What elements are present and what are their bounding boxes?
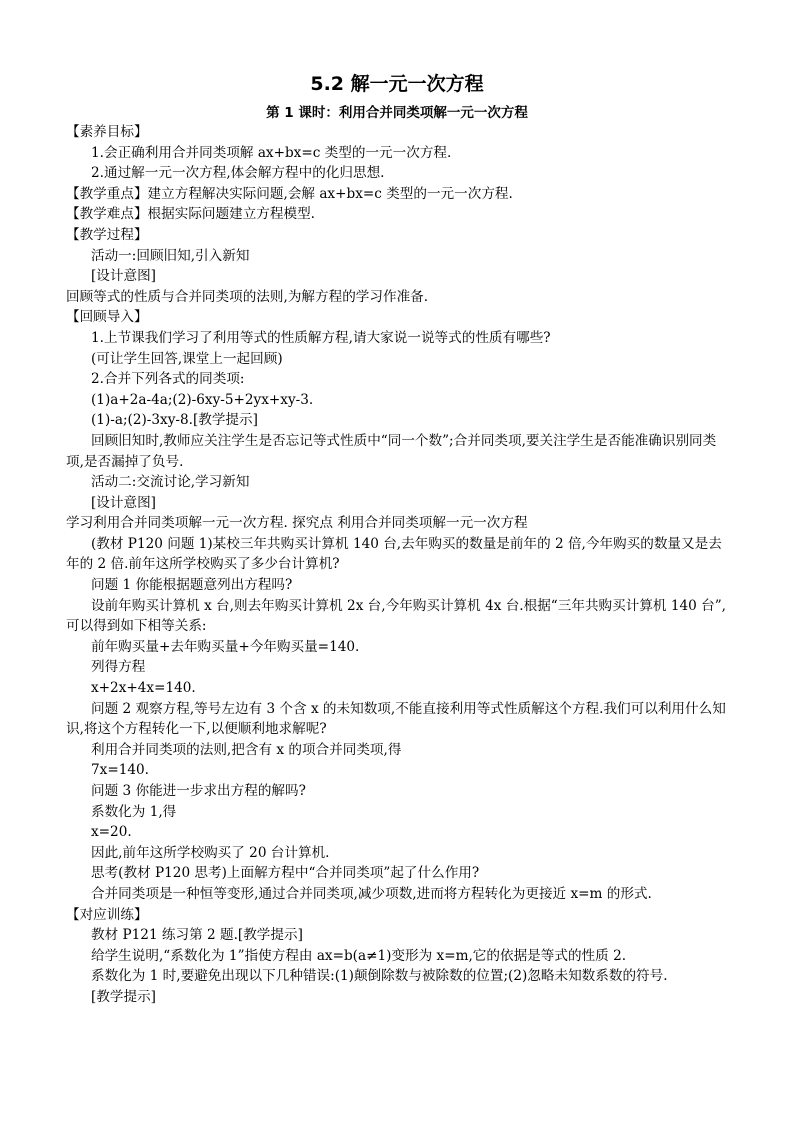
paragraph: [设计意图] [91, 268, 156, 285]
paragraph: 前年购买量+去年购买量+今年购买量=140. [91, 638, 360, 655]
paragraph: 思考(教材 P120 思考)上面解方程中“合并同类项”起了什么作用? [91, 865, 480, 882]
paragraph: 给学生说明,“系数化为 1”指使方程由 ax=b(a≠1)变形为 x=m,它的依据是等式的性质 2. [91, 947, 627, 964]
paragraph: 教材 P121 练习第 2 题.[教学提示] [91, 927, 303, 944]
paragraph: (可让学生回答,课堂上一起回顾) [91, 350, 283, 367]
paragraph: 问题 3 你能进一步求出方程的解吗? [91, 783, 306, 799]
paragraph: 1.上节课我们学习了利用等式的性质解方程,请大家说一说等式的性质有哪些? [91, 329, 551, 346]
equation: x=20. [91, 824, 132, 841]
paragraph: [设计意图] [91, 494, 156, 511]
section-heading-difficulties: 【教学难点】根据实际问题建立方程模型. [66, 206, 316, 223]
paragraph: 活动二:交流讨论,学习新知 [91, 474, 250, 491]
paragraph: 活动一:回顾旧知,引入新知 [91, 247, 250, 264]
paragraph: [教学提示] [91, 988, 156, 1005]
paragraph: 问题 1 你能根据题意列出方程吗? [91, 577, 293, 594]
paragraph: (教材 P120 问题 1)某校三年共购买计算机 140 台,去年购买的数量是前年的 2 倍,今年购买的数量又是去年的 2 倍.前年这所学校购买了多少台计算机? [66, 535, 722, 573]
section-heading-goals: 【素养目标】 [66, 124, 148, 140]
page-title: 5.2 解一元一次方程 [310, 73, 484, 95]
paragraph: (1)-a;(2)-3xy-8.[教学提示] [91, 412, 258, 429]
equation: x+2x+4x=140. [91, 680, 196, 697]
paragraph: 学习利用合并同类项解一元一次方程. 探究点 利用合并同类项解一元一次方程 [66, 515, 528, 532]
paragraph: 因此,前年这所学校购买了 20 台计算机. [91, 844, 330, 861]
paragraph: 2.通过解一元一次方程,体会解方程中的化归思想. [91, 165, 385, 182]
document-body [66, 122, 731, 1008]
paragraph: 设前年购买计算机 x 台,则去年购买计算机 2x 台,今年购买计算机 4x 台.根据“三年共购买计算机 140 台”,可以得到如下相等关系: [66, 597, 726, 635]
paragraph: 2.合并下列各式的同类项: [91, 371, 245, 388]
paragraph: 系数化为 1 时,要避免出现以下几种错误:(1)颠倒除数与被除数的位置;(2)忽略未知数系数的符号. [91, 968, 668, 985]
paragraph: 回顾旧知时,教师应关注学生是否忘记等式性质中“同一个数”;合并同类项,要关注学生是否能准确识别同类项,是否漏掉了负号. [66, 432, 717, 470]
paragraph: 利用合并同类项的法则,把含有 x 的项合并同类项,得 [91, 741, 402, 758]
paragraph: 列得方程 [91, 659, 146, 676]
paragraph: 系数化为 1,得 [91, 803, 177, 820]
section-heading-review: 【回顾导入】 [66, 309, 148, 326]
paragraph: 问题 2 观察方程,等号左边有 3 个含 x 的未知数项,不能直接利用等式性质解这个方程.我们可以利用什么知识,将这个方程转化一下,以便顺利地求解呢? [66, 700, 726, 738]
paragraph: 回顾等式的性质与合并同类项的法则,为解方程的学习作准备. [66, 288, 429, 305]
paragraph: 合并同类项是一种恒等变形,通过合并同类项,减少项数,进而将方程转化为更接近 x=m 的形式. [91, 885, 652, 902]
page-subtitle: 第 1 课时：利用合并同类项解一元一次方程 [266, 105, 528, 121]
paragraph: 1.会正确利用合并同类项解 ax+bx=c 类型的一元一次方程. [91, 144, 452, 161]
paragraph: (1)a+2a-4a;(2)-6xy-5+2yx+xy-3. [91, 391, 314, 408]
equation: 7x=140. [91, 762, 149, 779]
section-heading-process: 【教学过程】 [66, 226, 148, 243]
section-heading-training: 【对应训练】 [66, 906, 148, 923]
section-heading-key-points: 【教学重点】建立方程解决实际问题,会解 ax+bx=c 类型的一元一次方程. [66, 185, 513, 202]
